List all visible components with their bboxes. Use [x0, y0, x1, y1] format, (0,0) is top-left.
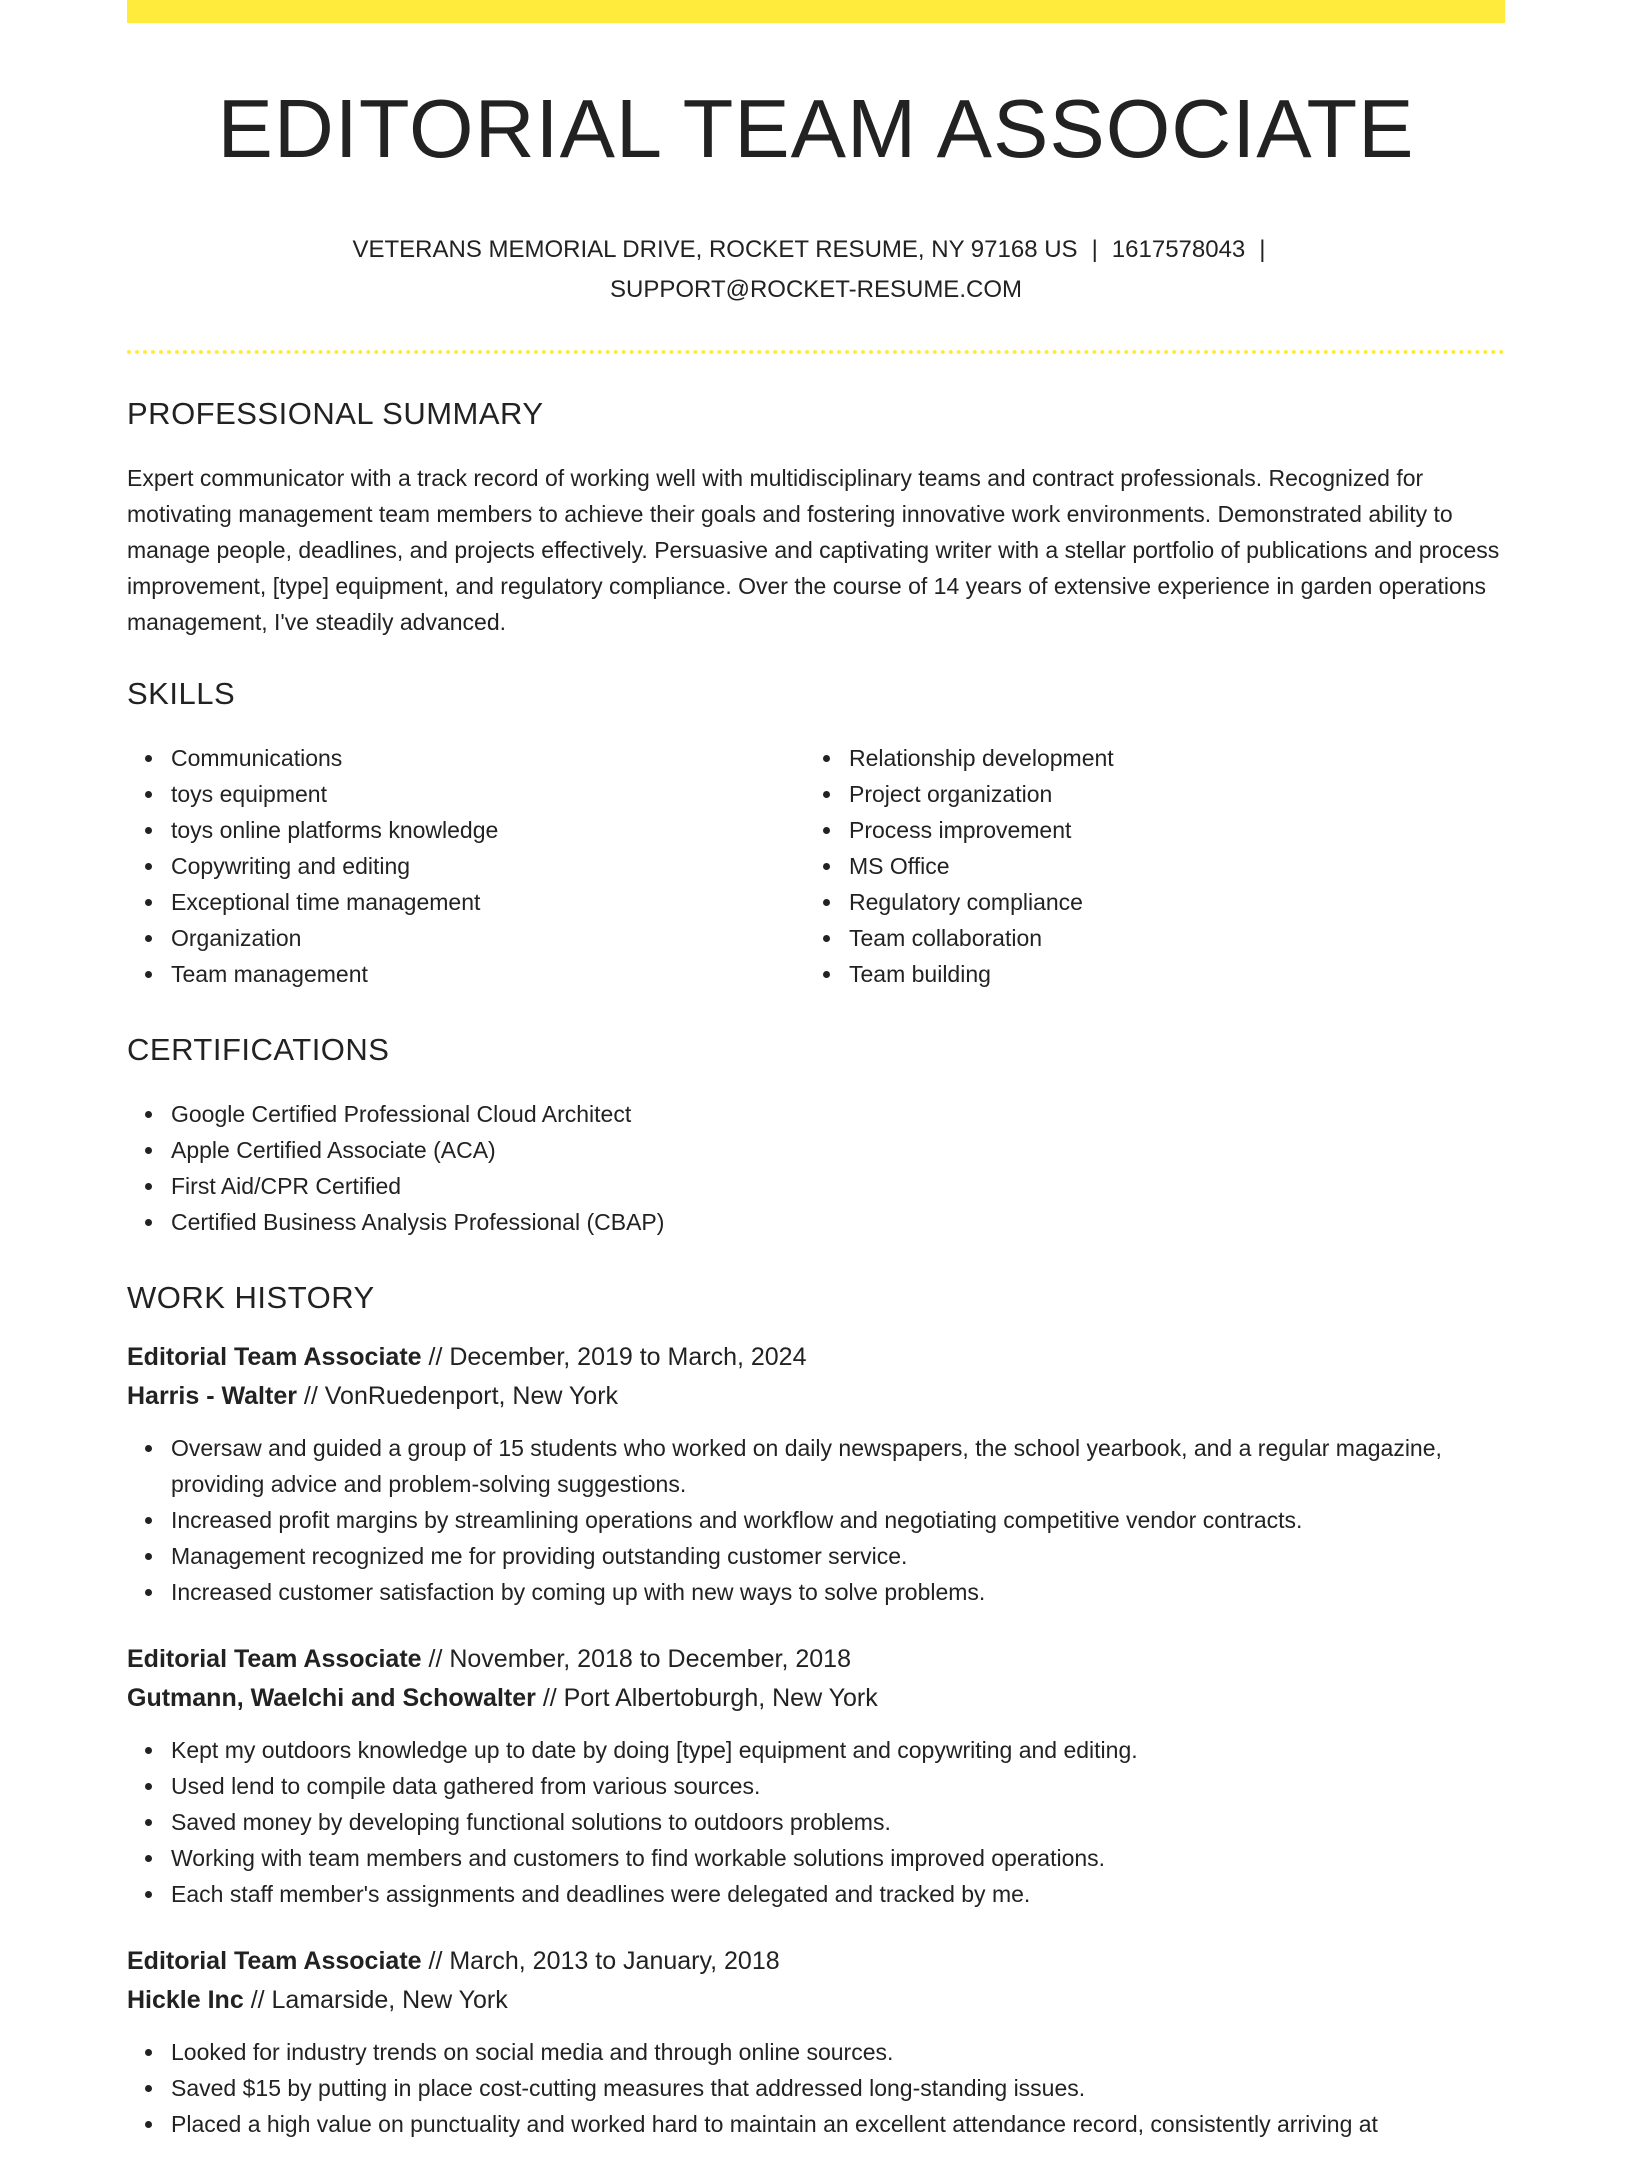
- skills-column-left: [127, 740, 805, 992]
- job-title-line: [127, 1338, 1505, 1377]
- address: VETERANS MEMORIAL DRIVE, ROCKET RESUME, NY 97168 US: [352, 236, 1078, 264]
- job-title-line: [127, 1942, 1505, 1981]
- resume-content: [127, 23, 1505, 2172]
- job-bullets: [127, 2034, 1505, 2142]
- job-dates: // December, 2019 to March, 2024: [428, 1343, 807, 1372]
- contact-line-2: [127, 270, 1505, 310]
- job-bullets: [127, 1430, 1505, 1610]
- summary-heading: PROFESSIONAL SUMMARY: [127, 396, 544, 432]
- skill-item: Team management: [171, 956, 805, 992]
- skill-item: Relationship development: [849, 740, 1483, 776]
- job-company-line: [127, 1981, 1505, 2020]
- job-company: Hickle Inc: [127, 1986, 244, 2015]
- job-bullet: Oversaw and guided a group of 15 students who worked on daily newspapers, the school yearbook, and a regular magazine, providing advice and problem-solving suggestions.: [171, 1430, 1505, 1502]
- job-bullet: Working with team members and customers to find workable solutions improved operations.: [171, 1840, 1505, 1876]
- job-bullets: [127, 1732, 1505, 1912]
- skill-item: Project organization: [849, 776, 1483, 812]
- skill-item: Team building: [849, 956, 1483, 992]
- skill-item: toys online platforms knowledge: [171, 812, 805, 848]
- job-role: Editorial Team Associate: [127, 1947, 422, 1976]
- email: SUPPORT@ROCKET-RESUME.COM: [610, 276, 1022, 304]
- skill-item: Communications: [171, 740, 805, 776]
- job-bullet: Each staff member's assignments and deadlines were delegated and tracked by me.: [171, 1876, 1505, 1912]
- job-entry: [127, 1942, 1505, 2142]
- job-dates: // March, 2013 to January, 2018: [428, 1947, 780, 1976]
- skills-list: [127, 740, 1505, 992]
- job-role: Editorial Team Associate: [127, 1343, 422, 1372]
- job-entry: [127, 1640, 1505, 1912]
- skill-item: toys equipment: [171, 776, 805, 812]
- job-company: Gutmann, Waelchi and Schowalter: [127, 1684, 536, 1713]
- job-location: // Lamarside, New York: [250, 1986, 508, 2015]
- skill-item: Organization: [171, 920, 805, 956]
- separator: |: [1091, 236, 1098, 264]
- job-bullet: Management recognized me for providing outstanding customer service.: [171, 1538, 1505, 1574]
- phone: 1617578043: [1111, 236, 1246, 264]
- skill-item: Regulatory compliance: [849, 884, 1483, 920]
- certification-item: Apple Certified Associate (ACA): [171, 1132, 1505, 1168]
- job-bullet: Increased customer satisfaction by coming up with new ways to solve problems.: [171, 1574, 1505, 1610]
- job-dates: // November, 2018 to December, 2018: [428, 1645, 851, 1674]
- dotted-divider: [127, 350, 1505, 354]
- certification-item: First Aid/CPR Certified: [171, 1168, 1505, 1204]
- job-bullet: Saved $15 by putting in place cost-cutting measures that addressed long-standing issues.: [171, 2070, 1505, 2106]
- summary-text: Expert communicator with a track record of working well with multidisciplinary teams and contract professionals. Recognized for motivating management team members to achieve their goals and fostering innovative work environments. Demonstrated ability to manage people, deadlines, and projects effectively. Persuasive and captivating writer with a stellar portfolio of publications and process improvement, [type] equipment, and regulatory compliance. Over the course of 14 years of extensive experience in garden operations management, I've steadily advanced.: [127, 465, 1500, 636]
- job-bullet: Increased profit margins by streamlining operations and workflow and negotiating competitive vendor contracts.: [171, 1502, 1505, 1538]
- page-title: EDITORIAL TEAM ASSOCIATE: [217, 82, 1415, 175]
- job-bullet: Saved money by developing functional solutions to outdoors problems.: [171, 1804, 1505, 1840]
- contact-line-1: [127, 230, 1505, 270]
- job-company: Harris - Walter: [127, 1382, 297, 1411]
- certifications-heading: CERTIFICATIONS: [127, 1032, 390, 1068]
- certification-item: Certified Business Analysis Professional (CBAP): [171, 1204, 1505, 1240]
- certification-item: Google Certified Professional Cloud Architect: [171, 1096, 1505, 1132]
- job-company-line: [127, 1377, 1505, 1416]
- work-history-heading: WORK HISTORY: [127, 1280, 375, 1316]
- skill-item: Exceptional time management: [171, 884, 805, 920]
- skill-item: MS Office: [849, 848, 1483, 884]
- job-title-line: [127, 1640, 1505, 1679]
- top-accent-bar: [127, 0, 1505, 23]
- skill-item: Copywriting and editing: [171, 848, 805, 884]
- job-role: Editorial Team Associate: [127, 1645, 422, 1674]
- job-entry: [127, 1338, 1505, 1610]
- job-company-line: [127, 1679, 1505, 1718]
- skills-column-right: [805, 740, 1483, 992]
- job-location: // VonRuedenport, New York: [303, 1382, 619, 1411]
- skill-item: Process improvement: [849, 812, 1483, 848]
- skills-heading: SKILLS: [127, 676, 236, 712]
- skill-item: Team collaboration: [849, 920, 1483, 956]
- job-bullet: Looked for industry trends on social media and through online sources.: [171, 2034, 1505, 2070]
- job-bullet: Placed a high value on punctuality and worked hard to maintain an excellent attendance record, consistently arriving at: [171, 2106, 1505, 2142]
- job-bullet: Kept my outdoors knowledge up to date by doing [type] equipment and copywriting and editing.: [171, 1732, 1505, 1768]
- contact-info: [127, 230, 1505, 310]
- job-location: // Port Albertoburgh, New York: [542, 1684, 878, 1713]
- separator: |: [1259, 236, 1266, 264]
- certifications-list: [127, 1096, 1505, 1240]
- job-bullet: Used lend to compile data gathered from various sources.: [171, 1768, 1505, 1804]
